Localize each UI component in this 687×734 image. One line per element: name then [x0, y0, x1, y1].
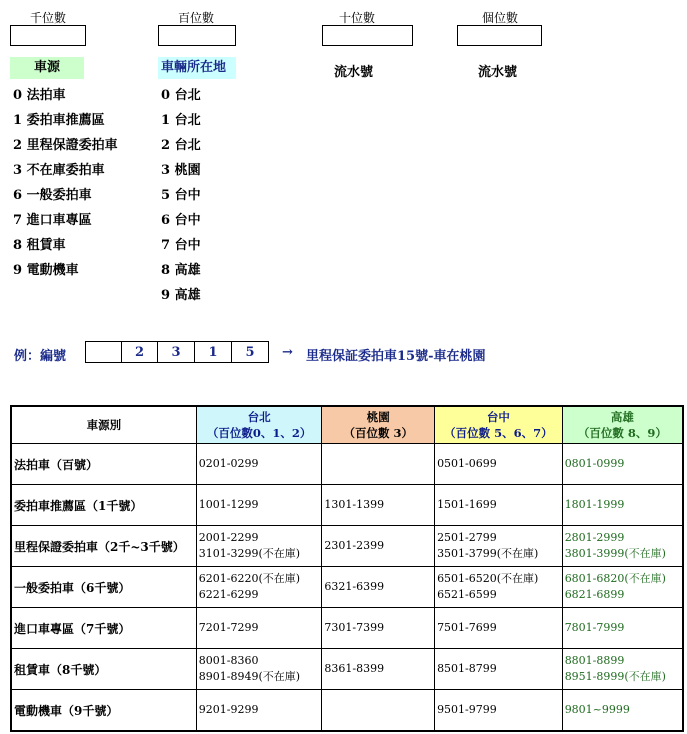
range-value: 6801-6820(不在庫) [564, 572, 666, 585]
range-value: 3801-3999(不在庫) [564, 547, 666, 560]
row-label: 進口車專區（7千號） [11, 608, 196, 649]
list-item: 7 進口車專區 [13, 213, 92, 228]
range-cell-kh [562, 485, 683, 526]
row-label: 租賃車（8千號） [11, 649, 196, 690]
range-cell-tp [196, 444, 322, 485]
list-item: 3 不在庫委拍車 [13, 163, 105, 178]
range-cell-kh [562, 649, 683, 690]
range-cell-ty [322, 526, 435, 567]
range-value: 2801-2999 [564, 531, 625, 544]
header-kaohsiung-name: 高雄 [610, 410, 634, 424]
example-digit-box [85, 341, 122, 363]
list-item: 0 台北 [161, 88, 201, 103]
range-value: 6221-6299 [198, 588, 259, 601]
list-item: 7 台中 [161, 238, 201, 253]
range-value: 8951-8999(不在庫) [564, 670, 666, 683]
units-label: 個位數 [482, 11, 519, 25]
table-header-row [11, 406, 683, 444]
source-list [13, 83, 118, 283]
thousands-input[interactable] [10, 25, 86, 46]
range-cell-kh [562, 690, 683, 732]
range-value: 1001-1299 [198, 498, 259, 511]
header-category: 車源別 [11, 406, 196, 444]
range-value: 3501-3799(不在庫) [437, 547, 539, 560]
range-cell-ty [322, 690, 435, 732]
row-label: 委拍車推薦區（1千號） [11, 485, 196, 526]
location-heading-text: 車輛所在地 [161, 60, 227, 75]
list-item: 8 高雄 [161, 263, 201, 278]
hundreds-input[interactable] [158, 25, 236, 46]
tens-input[interactable] [322, 25, 413, 46]
table-body [11, 444, 683, 732]
table-row [11, 690, 683, 732]
range-value: 2501-2799 [437, 531, 497, 544]
header-taoyuan-sub: （百位數 3） [343, 426, 413, 440]
example-digit-boxes [85, 341, 269, 363]
range-cell-tc [435, 649, 563, 690]
row-label: 里程保證委拍車（2千~3千號） [11, 526, 196, 567]
number-range-table [10, 405, 684, 732]
location-list [161, 83, 201, 308]
header-kaohsiung [562, 406, 683, 444]
example-label: 例：編號 [14, 349, 67, 364]
range-cell-tp [196, 649, 322, 690]
units-input[interactable] [457, 25, 542, 46]
range-value: 8361-8399 [324, 662, 385, 675]
range-cell-tp [196, 526, 322, 567]
range-cell-tc [435, 567, 563, 608]
range-cell-tp [196, 608, 322, 649]
header-taoyuan [322, 406, 435, 444]
row-label: 一般委拍車（6千號） [11, 567, 196, 608]
range-cell-tp [196, 485, 322, 526]
range-value: 8801-8899 [564, 654, 625, 667]
range-value: 3101-3299(不在庫) [198, 547, 301, 560]
units-heading: 流水號 [478, 65, 518, 80]
range-cell-tp [196, 690, 322, 732]
range-value: 6321-6399 [324, 580, 385, 593]
list-item: 9 電動機車 [13, 263, 79, 278]
arrow-icon: → [282, 345, 293, 360]
table-row [11, 567, 683, 608]
range-cell-tp [196, 567, 322, 608]
range-cell-ty [322, 444, 435, 485]
hundreds-label: 百位數 [178, 11, 215, 25]
range-value: 0501-0699 [437, 457, 497, 470]
range-value: 7301-7399 [324, 621, 385, 634]
source-heading: 車源 [10, 57, 84, 79]
range-value: 0201-0299 [198, 457, 259, 470]
range-value: 9801~9999 [564, 703, 630, 716]
example-digit-box: 5 [232, 341, 269, 363]
tens-heading: 流水號 [334, 65, 374, 80]
range-cell-ty [322, 485, 435, 526]
header-taipei [196, 406, 322, 444]
range-cell-tc [435, 526, 563, 567]
thousands-label: 千位數 [30, 11, 67, 25]
range-value: 7501-7699 [437, 621, 497, 634]
range-cell-kh [562, 444, 683, 485]
header-taichung-sub: （百位數 5、6、7） [444, 426, 553, 440]
range-cell-ty [322, 649, 435, 690]
range-cell-tc [435, 690, 563, 732]
table-row [11, 608, 683, 649]
range-value: 8501-8799 [437, 662, 497, 675]
header-taichung-name: 台中 [486, 410, 510, 424]
table-row [11, 649, 683, 690]
range-value: 2301-2399 [324, 539, 385, 552]
range-value: 7201-7299 [198, 621, 259, 634]
list-item: 3 桃園 [161, 163, 201, 178]
table-row [11, 444, 683, 485]
table-row [11, 526, 683, 567]
location-heading [158, 57, 236, 79]
range-value: 8901-8949(不在庫) [198, 670, 301, 683]
tens-label: 十位數 [339, 11, 376, 25]
range-value: 2001-2299 [198, 531, 259, 544]
range-value: 1801-1999 [564, 498, 625, 511]
example-digit-box: 2 [122, 341, 158, 363]
list-item: 1 委拍車推薦區 [13, 113, 105, 128]
range-cell-kh [562, 526, 683, 567]
range-value: 9201-9299 [198, 703, 259, 716]
range-cell-tc [435, 485, 563, 526]
list-item: 0 法拍車 [13, 88, 66, 103]
range-value: 6201-6220(不在庫) [198, 572, 301, 585]
list-item: 2 台北 [161, 138, 201, 153]
list-item: 6 一般委拍車 [13, 188, 92, 203]
range-cell-kh [562, 567, 683, 608]
row-label: 法拍車（百號） [11, 444, 196, 485]
range-value: 0801-0999 [564, 457, 625, 470]
range-value: 6821-6899 [564, 588, 625, 601]
range-cell-ty [322, 567, 435, 608]
table-row [11, 485, 683, 526]
row-label: 電動機車（9千號） [11, 690, 196, 732]
example-result: 里程保証委拍車15號-車在桃園 [306, 349, 486, 364]
list-item: 9 高雄 [161, 288, 201, 303]
range-value: 1501-1699 [437, 498, 497, 511]
list-item: 5 台中 [161, 188, 201, 203]
range-cell-ty [322, 608, 435, 649]
example-digit-box: 3 [158, 341, 195, 363]
header-taichung [435, 406, 563, 444]
list-item: 6 台中 [161, 213, 201, 228]
list-item: 1 台北 [161, 113, 201, 128]
range-value: 9501-9799 [437, 703, 497, 716]
header-kaohsiung-sub: （百位數 8、9） [577, 426, 667, 440]
header-taipei-name: 台北 [247, 410, 271, 424]
list-item: 8 租賃車 [13, 238, 66, 253]
range-cell-tc [435, 444, 563, 485]
range-cell-kh [562, 608, 683, 649]
range-value: 8001-8360 [198, 654, 259, 667]
header-taipei-sub: （百位數0、1、2） [206, 426, 312, 440]
range-cell-tc [435, 608, 563, 649]
list-item: 2 里程保證委拍車 [13, 138, 118, 153]
range-value: 6501-6520(不在庫) [437, 572, 539, 585]
range-value: 6521-6599 [437, 588, 497, 601]
example-digit-box: 1 [195, 341, 232, 363]
range-value: 1301-1399 [324, 498, 385, 511]
range-value: 7801-7999 [564, 621, 625, 634]
header-taoyuan-name: 桃園 [366, 410, 390, 424]
